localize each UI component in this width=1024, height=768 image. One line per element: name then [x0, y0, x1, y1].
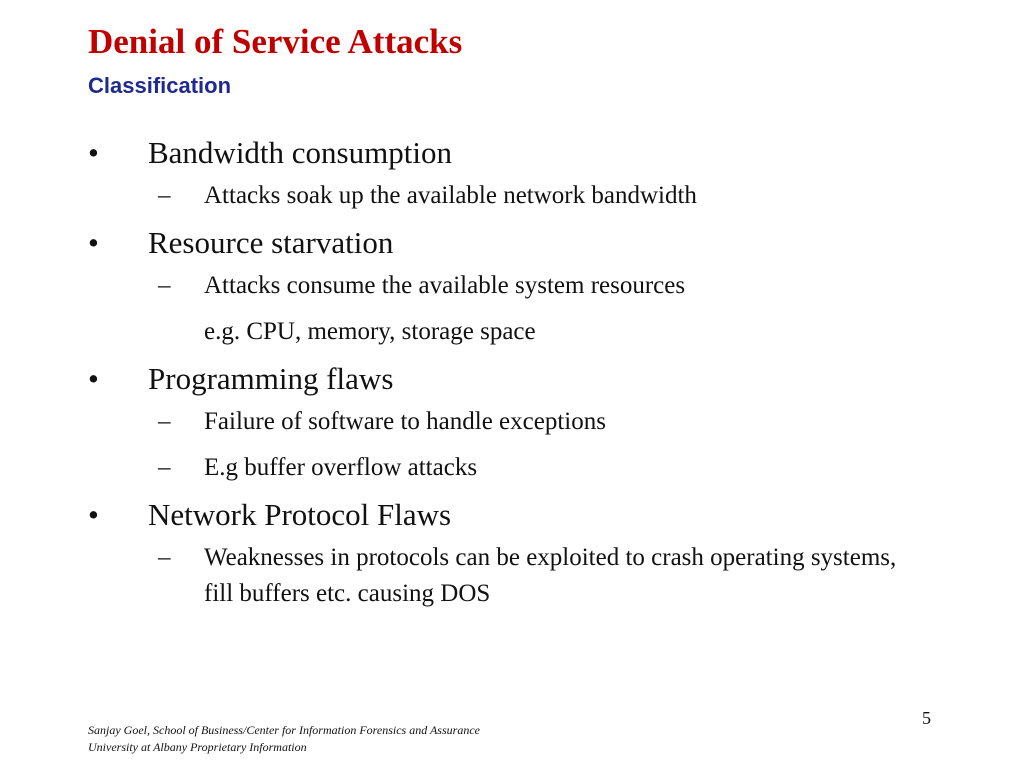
- dash-marker: –: [158, 182, 171, 209]
- sub-bullet-text: E.g buffer overflow attacks: [204, 454, 478, 481]
- sub-bullet-text: Weaknesses in protocols can be exploited to crash operating systems, fill buffers etc. causing DOS: [204, 544, 897, 607]
- bullet-item: [88, 224, 988, 350]
- bullet-text: Resource starvation: [148, 225, 394, 260]
- bullet-item: [88, 134, 988, 214]
- sub-bullet-list: [148, 178, 988, 214]
- sub-bullet-text: Attacks consume the available system resources: [204, 272, 686, 299]
- bullet-marker: •: [88, 361, 99, 396]
- slide-subtitle: Classification: [88, 73, 232, 98]
- bullet-list: [88, 134, 988, 622]
- bullet-item: [88, 496, 988, 612]
- sub-bullet-list: [148, 404, 988, 486]
- bullet-marker: •: [88, 135, 99, 170]
- dash-marker: –: [158, 544, 171, 571]
- slide-title: Denial of Service Attacks: [88, 22, 463, 61]
- sub-bullet-item: [148, 540, 904, 612]
- bullet-item: [88, 360, 988, 486]
- bullet-marker: •: [88, 225, 99, 260]
- sub-bullet-list: [148, 540, 988, 612]
- sub-bullet-text: Failure of software to handle exceptions: [204, 408, 606, 435]
- sub-bullet-item: [148, 178, 988, 214]
- sub-bullet-item: [148, 404, 988, 440]
- sub-bullet-text: Attacks soak up the available network bandwidth: [204, 182, 697, 209]
- sub-bullet-item: [148, 450, 988, 486]
- slide-footer: [88, 722, 480, 756]
- bullet-marker: •: [88, 497, 99, 532]
- footer-line-author: Sanjay Goel, School of Business/Center for Information Forensics and Assurance: [88, 723, 480, 737]
- dash-marker: –: [158, 454, 171, 481]
- page-number: 5: [922, 708, 931, 728]
- sub-bullet-continuation: e.g. CPU, memory, storage space: [204, 318, 536, 345]
- bullet-text: Network Protocol Flaws: [148, 497, 452, 532]
- dash-marker: –: [158, 272, 171, 299]
- bullet-text: Bandwidth consumption: [148, 135, 452, 170]
- bullet-text: Programming flaws: [148, 361, 394, 396]
- sub-bullet-list: [148, 268, 988, 350]
- sub-bullet-item: [148, 268, 988, 350]
- dash-marker: –: [158, 408, 171, 435]
- footer-line-institution: University at Albany Proprietary Information: [88, 740, 307, 754]
